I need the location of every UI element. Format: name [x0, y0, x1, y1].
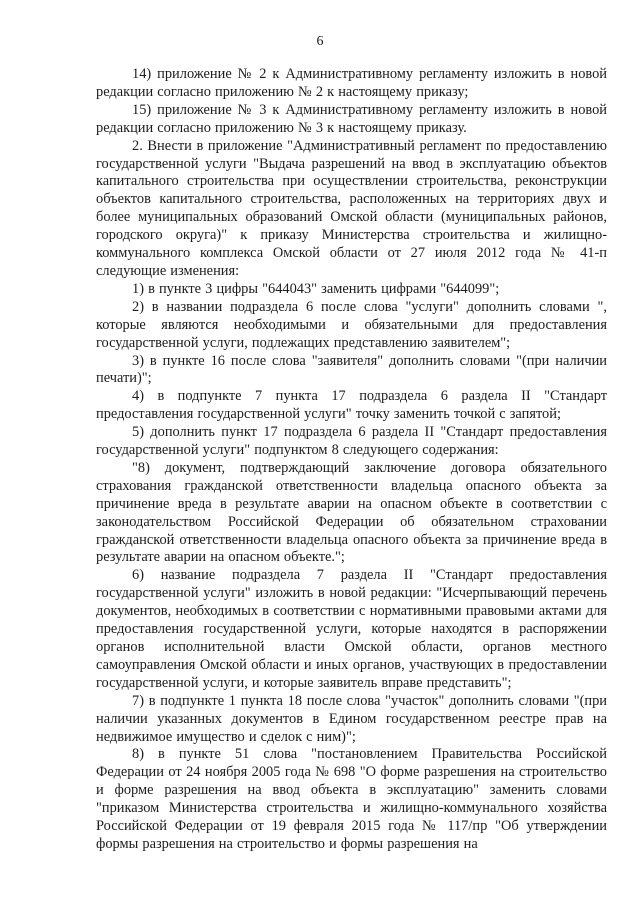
paragraph-subitem-5: 5) дополнить пункт 17 подраздела 6 раздела II "Стандарт предоставления государственной услуги" подпунктом 8 следующего содержания: [96, 424, 607, 459]
paragraph-subitem-3: 3) в пункте 16 после слова "заявителя" дополнить словами "(при наличии печати)"; [96, 352, 607, 387]
paragraph-subitem-6: 6) название подраздела 7 раздела II "Стандарт предоставления государственной услуги" изложить в новой редакции: "Исчерпывающий перечень документов, необходимых в соответствии с нормативными правовыми актами для предоставления государственной услуги, которые находятся в распоряжении органов исполнительной власти Омской области, органов местного самоуправления Омской области и иных органов, участвующих в предоставлении государственной услуги, и которые заявитель вправе представить"; [96, 567, 607, 691]
paragraph-quoted-item-8: "8) документ, подтверждающий заключение договора обязательного страхования гражданской ответственности владельца опасного объекта за причинение вреда в результате аварии на опасном объекте в соответствии с законодательством Российской Федерации об обязательном страховании гражданской ответственности владельца опасного объекта за причинение вреда в результате аварии на опасном объекте."; [96, 459, 607, 566]
page-number: 6 [316, 34, 324, 49]
paragraph-section-2: 2. Внести в приложение "Административный регламент по предоставлению государственной услуги "Выдача разрешений на ввод в эксплуатацию объектов капитального строительства при осуществлении строительства, реконструкции объектов капитального строительства, расположенных на территориях двух и более муниципальных образований Омской области (муниципальных районов, городского округа)" к приказу Министерства строительства и жилищно-коммунального комплекса Омской области от 27 июля 2012 года № 41-п следующие изменения: [96, 137, 607, 279]
paragraph-subitem-8: 8) в пункте 51 слова "постановлением Правительства Российской Федерации от 24 ноября 2005 года № 698 "О форме разрешения на строительство и форме разрешения на ввод объекта в эксплуатацию" заменить словами "приказом Министерства строительства и жилищно-коммунального хозяйства Российской Федерации от 19 февраля 2015 года № 117/пр "Об утверждении формы разрешения на строительство и формы разрешения на [96, 746, 607, 852]
paragraph-subitem-1: 1) в пункте 3 цифры "644043" заменить цифрами "644099"; [132, 280, 500, 297]
document-body [96, 66, 607, 854]
paragraph-subitem-7: 7) в подпункте 1 пункта 18 после слова "участок" дополнить словами "(при наличии указанных документов в Едином государственном реестре прав на недвижимое имущество и сделок с ним)"; [96, 692, 607, 745]
paragraph-item-14: 14) приложение № 2 к Административному регламенту изложить в новой редакции согласно приложению № 2 к настоящему приказу; [96, 66, 607, 100]
paragraph-item-15: 15) приложение № 3 к Административному регламенту изложить в новой редакции согласно приложению № 3 к настоящему приказу. [96, 101, 607, 136]
paragraph-subitem-4: 4) в подпункте 7 пункта 17 подраздела 6 раздела II "Стандарт предоставления государственной услуги" точку заменить точкой с запятой; [96, 388, 607, 423]
paragraph-subitem-2: 2) в названии подраздела 6 после слова "услуги" дополнить словами ", которые являются необходимыми и обязательными для предоставления государственной услуги, подлежащих представлению заявителем"; [96, 298, 607, 351]
